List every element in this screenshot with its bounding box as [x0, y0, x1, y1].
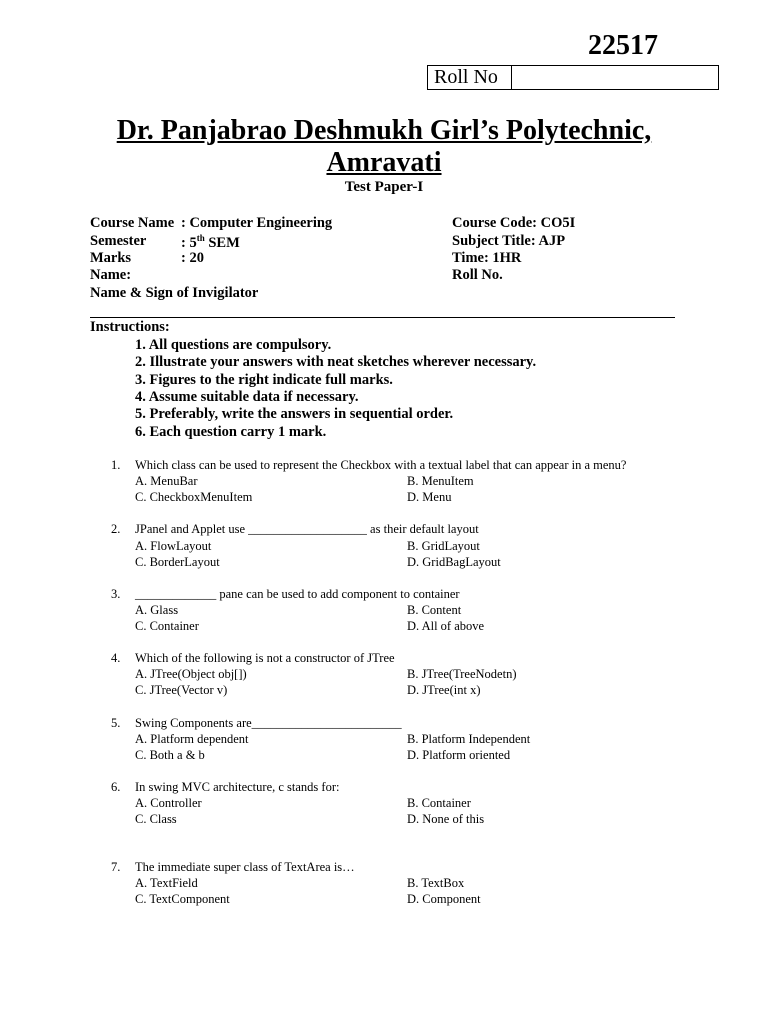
- semester-label: Semester: [90, 233, 147, 249]
- option-a: A. Platform dependent: [135, 732, 249, 746]
- instruction-item: 4. Assume suitable data if necessary.: [135, 389, 359, 405]
- question-number: 6.: [111, 780, 121, 794]
- option-a: A. Glass: [135, 603, 179, 617]
- question-text: _____________ pane can be used to add component to container: [135, 587, 460, 601]
- question-number: 1.: [111, 458, 121, 472]
- option-c: C. Container: [135, 619, 199, 633]
- question-text: Which of the following is not a constructor of JTree: [135, 651, 395, 665]
- option-b: B. GridLayout: [407, 539, 480, 553]
- option-c: C. Class: [135, 812, 177, 826]
- semester-value: : 5th SEM: [181, 233, 240, 251]
- divider-line: [90, 317, 675, 318]
- option-b: B. Container: [407, 796, 471, 810]
- question-number: 7.: [111, 860, 121, 874]
- option-d: D. JTree(int x): [407, 683, 481, 697]
- question-number: 3.: [111, 587, 121, 601]
- option-b: B. TextBox: [407, 876, 465, 890]
- roll-no-label: Roll No.: [452, 267, 503, 283]
- question-text: JPanel and Applet use ___________________ as their default layout: [135, 522, 479, 536]
- instruction-item: 6. Each question carry 1 mark.: [135, 424, 327, 440]
- option-d: D. None of this: [407, 812, 485, 826]
- question-text: Which class can be used to represent the Checkbox with a textual label that can appear in a menu?: [135, 458, 627, 472]
- option-b: B. Content: [407, 603, 462, 617]
- instruction-item: 3. Figures to the right indicate full marks.: [135, 372, 393, 388]
- roll-number-box: [427, 65, 719, 90]
- option-a: A. JTree(Object obj[]): [135, 667, 247, 681]
- option-d: D. Component: [407, 892, 481, 906]
- instruction-item: 5. Preferably, write the answers in sequential order.: [135, 406, 454, 422]
- invigilator-label: Name & Sign of Invigilator: [90, 285, 259, 301]
- option-a: A. MenuBar: [135, 474, 198, 488]
- question-text: In swing MVC architecture, c stands for:: [135, 780, 340, 794]
- instruction-item: 1. All questions are compulsory.: [135, 337, 332, 353]
- option-a: A. TextField: [135, 876, 198, 890]
- course-name-value: : Computer Engineering: [181, 215, 333, 231]
- paper-subtitle: Test Paper-I: [344, 179, 424, 195]
- option-c: C. BorderLayout: [135, 555, 220, 569]
- option-a: A. Controller: [135, 796, 202, 810]
- option-c: C. TextComponent: [135, 892, 230, 906]
- subject-title: Subject Title: AJP: [452, 233, 566, 249]
- option-c: C. CheckboxMenuItem: [135, 490, 253, 504]
- marks-label: Marks: [90, 250, 132, 266]
- exam-time: Time: 1HR: [452, 250, 522, 266]
- student-name-label: Name:: [90, 267, 132, 283]
- option-b: B. JTree(TreeNodetn): [407, 667, 517, 681]
- instructions-heading: Instructions:: [90, 319, 170, 335]
- option-c: C. Both a & b: [135, 748, 205, 762]
- option-d: D. Menu: [407, 490, 452, 504]
- question-number: 2.: [111, 522, 121, 536]
- question-number: 5.: [111, 716, 121, 730]
- question-text: Swing Components are________________________: [135, 716, 402, 730]
- option-a: A. FlowLayout: [135, 539, 212, 553]
- question-number: 4.: [111, 651, 121, 665]
- option-d: D. All of above: [407, 619, 485, 633]
- option-b: B. Platform Independent: [407, 732, 531, 746]
- question-text: The immediate super class of TextArea is…: [135, 860, 355, 874]
- option-d: D. Platform oriented: [407, 748, 511, 762]
- roll-number-label: Roll No: [428, 66, 512, 89]
- course-name-label: Course Name: [90, 215, 175, 231]
- roll-number-field[interactable]: [512, 66, 718, 89]
- option-c: C. JTree(Vector v): [135, 683, 228, 697]
- option-d: D. GridBagLayout: [407, 555, 501, 569]
- instruction-item: 2. Illustrate your answers with neat sketches wherever necessary.: [135, 354, 537, 370]
- institution-title-line1: Dr. Panjabrao Deshmukh Girl’s Polytechnic,: [116, 115, 652, 146]
- paper-code: 22517: [588, 30, 658, 61]
- course-code: Course Code: CO5I: [452, 215, 576, 231]
- marks-value: : 20: [181, 250, 204, 266]
- option-b: B. MenuItem: [407, 474, 474, 488]
- institution-title-line2: Amravati: [326, 147, 442, 178]
